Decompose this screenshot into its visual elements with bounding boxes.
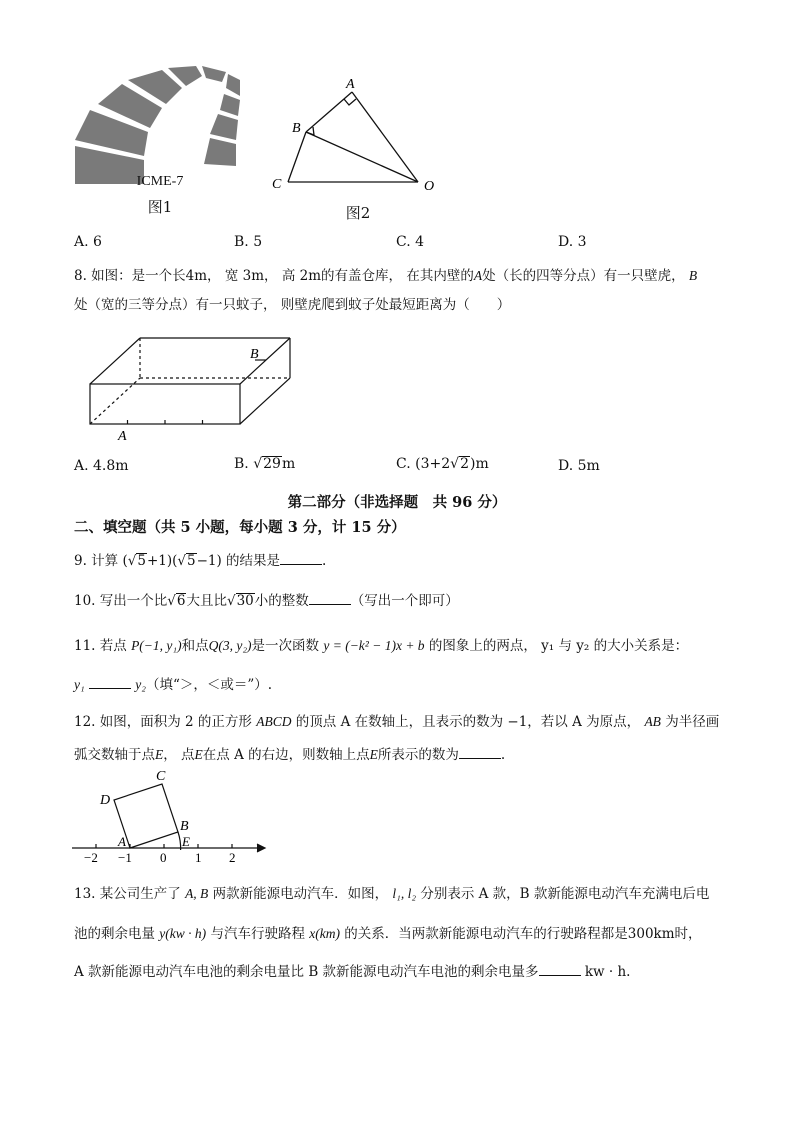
q8-option-b-unit: m (281, 456, 296, 472)
q10-text: （写出一个即可） (350, 593, 459, 609)
q12-square: ABCD (256, 714, 292, 729)
q12-text: 12. 如图，面积为 2 的正方形 (74, 714, 252, 730)
q8-point-b: B (688, 268, 698, 283)
q11-function: y = (−k² − 1)x + b (323, 638, 425, 653)
q12-answer-blank[interactable] (459, 744, 501, 759)
q13-text: 分别表示 A 款，B 款新能源电动汽车充满电后电 (420, 886, 710, 902)
q8-option-c-radicand: 2 (460, 456, 469, 472)
triangle-diagram (268, 74, 448, 199)
q11-point-p: P(−1, y₁) (131, 638, 182, 653)
q8-height: 2m (299, 268, 322, 284)
q9-text: −1) 的结果是 (196, 553, 281, 569)
q13-line-3 (74, 961, 630, 982)
figure-2 (268, 74, 448, 224)
q11-answer-blank[interactable] (89, 674, 131, 689)
box-diagram (80, 330, 310, 445)
q13-text: 与汽车行驶路程 (210, 926, 305, 942)
q8-line-1 (74, 266, 697, 286)
q10-radicand-2: 30 (236, 593, 254, 609)
figure-2-caption: 图2 (345, 204, 371, 222)
q10-answer-blank[interactable] (309, 590, 351, 605)
q8-option-d[interactable]: D. 5m (558, 458, 600, 474)
q11-text: 11. 若点 (74, 638, 127, 654)
nl-label-c: C (156, 769, 166, 784)
q9-text: . (322, 553, 327, 569)
q7-option-b[interactable]: B. 5 (234, 234, 263, 250)
q7-option-c[interactable]: C. 4 (396, 234, 425, 250)
q10-text: 10. 写出一个比 (74, 593, 168, 609)
q13-text: 的关系．当两款新能源电动汽车的行驶路程都是300km时， (344, 926, 702, 942)
nl-label-e: E (182, 834, 190, 849)
tick-0: 0 (160, 850, 167, 865)
label-a: A (346, 77, 355, 92)
tick-1: 1 (195, 850, 202, 865)
tick-neg2: −2 (84, 850, 98, 865)
q11-text: （填“＞，＜或＝”）. (145, 677, 273, 693)
q12-text: 所表示的数为 (377, 747, 459, 763)
q13-models: A, B (185, 886, 209, 901)
q11-line-2 (74, 674, 272, 695)
figure-1 (70, 66, 245, 216)
q13-line-1 (74, 884, 709, 904)
figure-1-caption: 图1 (147, 198, 173, 216)
box-label-b: B (250, 347, 259, 362)
tick-neg1: −1 (118, 850, 132, 865)
q7-option-d[interactable]: D. 3 (558, 234, 587, 250)
q13-text: 13. 某公司生产了 (74, 886, 181, 902)
q9-answer-blank[interactable] (280, 550, 322, 565)
q7-option-a[interactable]: A. 6 (74, 234, 102, 250)
nl-label-a: A (118, 834, 126, 849)
icme-spiral-graphic (70, 66, 245, 186)
q13-text: 两款新能源电动汽车．如图， (212, 886, 389, 902)
q11-text: 的图象上的两点， y₁ 与 y₂ 的大小关系是： (428, 638, 689, 654)
nl-label-b: B (180, 819, 189, 834)
q13-x-variable: x(km) (309, 926, 340, 941)
q13-line-2 (74, 924, 702, 944)
q12-point-e: E (155, 747, 164, 762)
label-o: O (424, 179, 435, 194)
number-line-diagram (68, 768, 278, 868)
q13-text: 池的剩余电量 (74, 926, 155, 942)
q12-number-line-figure (68, 768, 278, 868)
q12-line-2 (74, 744, 505, 765)
q8-option-c-letter: C. (396, 456, 411, 472)
q13-answer-blank[interactable] (539, 961, 581, 976)
q8-option-b-letter: B. (234, 456, 249, 472)
q8-box-figure (80, 330, 310, 445)
q12-point-e: E (369, 747, 378, 762)
q9-radicand-1: 5 (137, 553, 146, 569)
q11-y1: y₁ (74, 677, 85, 692)
q8-point-a: A (473, 268, 483, 283)
nl-label-d: D (100, 793, 111, 808)
q9: 9. 计算 (√5+1)(√5−1) 的结果是 . (74, 550, 326, 571)
q8-width: 3m (242, 268, 265, 284)
q12-text: 在点 A 的右边，则数轴上点 (202, 747, 370, 763)
q12-text: ， 点 (163, 747, 195, 763)
q8-text: 处（长的四等分点）有一只壁虎， (482, 268, 685, 284)
q8-text: 的有盖仓库， 在其内壁的 (321, 268, 474, 284)
q11-point-q: Q(3, y₂) (208, 638, 252, 653)
icme-label: ICME-7 (136, 174, 184, 189)
q8-option-b-radicand: 29 (263, 456, 281, 472)
q9-radicand-2: 5 (186, 553, 196, 569)
q12-segment: AB (644, 714, 661, 729)
q8-option-c[interactable]: C. (3+2√2)m (396, 456, 489, 472)
q12-line-1 (74, 712, 719, 732)
q8-option-c-expr: (3+2 (415, 456, 451, 472)
q9-text: +1)( (146, 553, 178, 569)
section-2-title: 第二部分（非选择题 共 96 分） (287, 494, 507, 511)
q11-text: 和点 (181, 638, 209, 654)
q12-text: . (500, 747, 506, 763)
q12-text: 弧交数轴于点 (74, 747, 155, 763)
q8-text: ， 高 (264, 268, 296, 284)
q13-text: . (626, 964, 631, 980)
q10-radicand-1: 6 (176, 593, 186, 609)
q13-y-variable: y(kw · h) (159, 926, 207, 941)
q8-option-b[interactable]: B. √29m (234, 456, 296, 472)
q12-point-e: E (194, 747, 203, 762)
tick-2: 2 (229, 850, 236, 865)
label-c: C (272, 177, 282, 192)
label-b: B (292, 121, 301, 136)
q10: 10. 写出一个比√6大且比√30小的整数 （写出一个即可） (74, 590, 459, 611)
q13-lines: l₁, l₂ (392, 886, 417, 901)
q9-text: 9. 计算 ( (74, 553, 128, 569)
section-2-subtitle: 二、填空题（共 5 小题，每小题 3 分，计 15 分） (74, 519, 406, 536)
q10-text: 大且比 (186, 593, 227, 609)
q8-option-a[interactable]: A. 4.8m (74, 458, 129, 474)
q10-text: 小的整数 (254, 593, 309, 609)
q8-option-c-expr-end: )m (469, 456, 489, 472)
box-label-a: A (118, 429, 127, 444)
q11-line-1 (74, 636, 688, 656)
q12-text: 为半径画 (665, 714, 720, 730)
q13-text: A 款新能源电动汽车电池的剩余电量比 B 款新能源电动汽车电池的剩余电量多 (74, 964, 539, 980)
q11-text: 是一次函数 (251, 638, 320, 654)
q12-text: 的顶点 A 在数轴上，且表示的数为 −1，若以 A 为原点， (295, 714, 641, 730)
q8-line-2: 处（宽的三等分点）有一只蚊子， 则壁虎爬到蚊子处最短距离为（ ） (74, 297, 511, 313)
q13-unit: kw · h (584, 964, 627, 980)
q8-text: 8. 如图：是一个长4m， 宽 (74, 268, 239, 284)
q11-y2: y₂ (135, 677, 146, 692)
